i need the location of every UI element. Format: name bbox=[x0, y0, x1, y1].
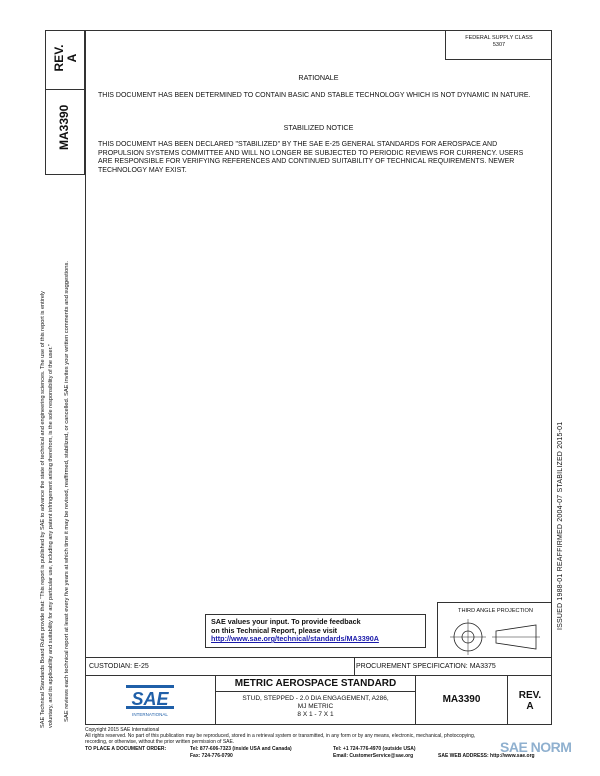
fsc-label: FEDERAL SUPPLY CLASS bbox=[465, 35, 533, 41]
side-note-2: voluntary, and its applicability and suitability for any particular use, including any patent infringement arising therefrom, is the sole responsibility of the user.” bbox=[48, 344, 54, 728]
stabilized-heading: STABILIZED NOTICE bbox=[283, 123, 354, 132]
sae-logo-cell bbox=[86, 676, 216, 724]
revision-cell bbox=[508, 676, 552, 724]
order-tel: Tel: 877-606-7323 (inside USA and Canada) bbox=[190, 746, 292, 752]
part-description bbox=[216, 692, 415, 719]
sae-logo-subtext: INTERNATIONAL bbox=[132, 712, 168, 717]
order-email[interactable]: Email: CustomerService@sae.org bbox=[333, 753, 414, 759]
side-doc-number: MA3390 bbox=[57, 104, 71, 150]
side-note-3: SAE reviews each technical report at least every five years at which time it may be revised, reaffirmed, stabilized, or cancelled. SAE invites your written comments and suggestions. bbox=[64, 261, 70, 722]
side-rev bbox=[53, 36, 79, 80]
copyright: Copyright 2015 SAE International bbox=[85, 727, 160, 733]
document-number: MA3390 bbox=[416, 676, 508, 724]
feedback-line-1: SAE values your input. To provide feedback bbox=[211, 617, 361, 626]
fsc-value: 5307 bbox=[492, 42, 506, 48]
custodian-row bbox=[85, 658, 552, 676]
revision-label: REV. bbox=[518, 690, 542, 701]
projection-label: THIRD ANGLE PROJECTION bbox=[458, 608, 533, 614]
issue-dates-line: ISSUED 1988-01 REAFFIRMED 2004-07 STABILIZED 2015-01 bbox=[557, 421, 564, 630]
third-angle-projection-icon bbox=[438, 613, 553, 659]
third-angle-projection-box bbox=[437, 602, 552, 658]
desc-line-2: MJ METRIC bbox=[297, 703, 334, 710]
custodian-divider bbox=[354, 658, 355, 675]
sae-web-address[interactable]: SAE WEB ADDRESS: http://www.sae.org bbox=[438, 753, 535, 759]
revision-value: A bbox=[526, 701, 534, 712]
sae-logo bbox=[86, 676, 216, 724]
order-fax: Fax: 724-776-0790 bbox=[190, 753, 233, 759]
title-block bbox=[85, 676, 552, 725]
stabilized-text: THIS DOCUMENT HAS BEEN DECLARED "STABILIZED" BY THE SAE E-25 GENERAL STANDARDS FOR AEROSPACE AND PROPULSION SYSTEMS COMMITTEE AND WILL NO LONGER BE SUBJECTED TO PERIODIC REVIEWS FOR CURRENCY. USERS ARE RESPONSIBLE FOR VERIFYING REFERENCES AND CONTINUED SUITABILITY OF TECHNICAL REQUIREMENTS. NEWER TECHNOLOGY MAY EXIST. bbox=[98, 141, 524, 174]
rights-line-2: recording, or otherwise, without the prior written permission of SAE. bbox=[85, 739, 235, 745]
feedback-line-2: on this Technical Report, please visit bbox=[211, 625, 338, 635]
rationale-text: THIS DOCUMENT HAS BEEN DETERMINED TO CONTAIN BASIC AND STABLE TECHNOLOGY WHICH IS NOT DYNAMIC IN NATURE. bbox=[98, 92, 531, 99]
order-tel-intl: Tel: +1 724-776-4970 (outside USA) bbox=[333, 746, 416, 752]
side-rev-label: REV. bbox=[52, 44, 66, 72]
desc-line-1: STUD, STEPPED - 2.0 DIA ENGAGEMENT, A286, bbox=[242, 695, 389, 702]
feedback-box bbox=[205, 614, 426, 648]
procurement-spec: PROCUREMENT SPECIFICATION: MA3375 bbox=[356, 663, 496, 670]
desc-line-3: 8 X 1 - 7 X 1 bbox=[297, 711, 334, 718]
rights-line-1: All rights reserved. No part of this publication may be reproduced, stored in a retrieval system or transmitted, in any form or by any means, electronic, mechanical, photocopying, bbox=[85, 733, 476, 739]
side-rev-value: A bbox=[65, 53, 79, 63]
order-label: TO PLACE A DOCUMENT ORDER: bbox=[85, 746, 167, 752]
title-cell bbox=[216, 676, 416, 724]
rationale-heading: RATIONALE bbox=[298, 73, 339, 82]
side-note-1: SAE Technical Standards Board Rules provide that: “This report is published by SAE to advance the state of technical and engineering sciences. The use of this report is entirely bbox=[40, 291, 46, 728]
federal-supply-class bbox=[445, 30, 552, 60]
feedback-link[interactable]: http://www.sae.org/technical/standards/MA3390A bbox=[211, 634, 379, 643]
sae-logo-text: SAE bbox=[131, 689, 169, 709]
watermark: SAE NORM bbox=[500, 739, 572, 755]
custodian-label: CUSTODIAN: E-25 bbox=[89, 663, 149, 670]
standard-title: METRIC AEROSPACE STANDARD bbox=[216, 676, 415, 692]
